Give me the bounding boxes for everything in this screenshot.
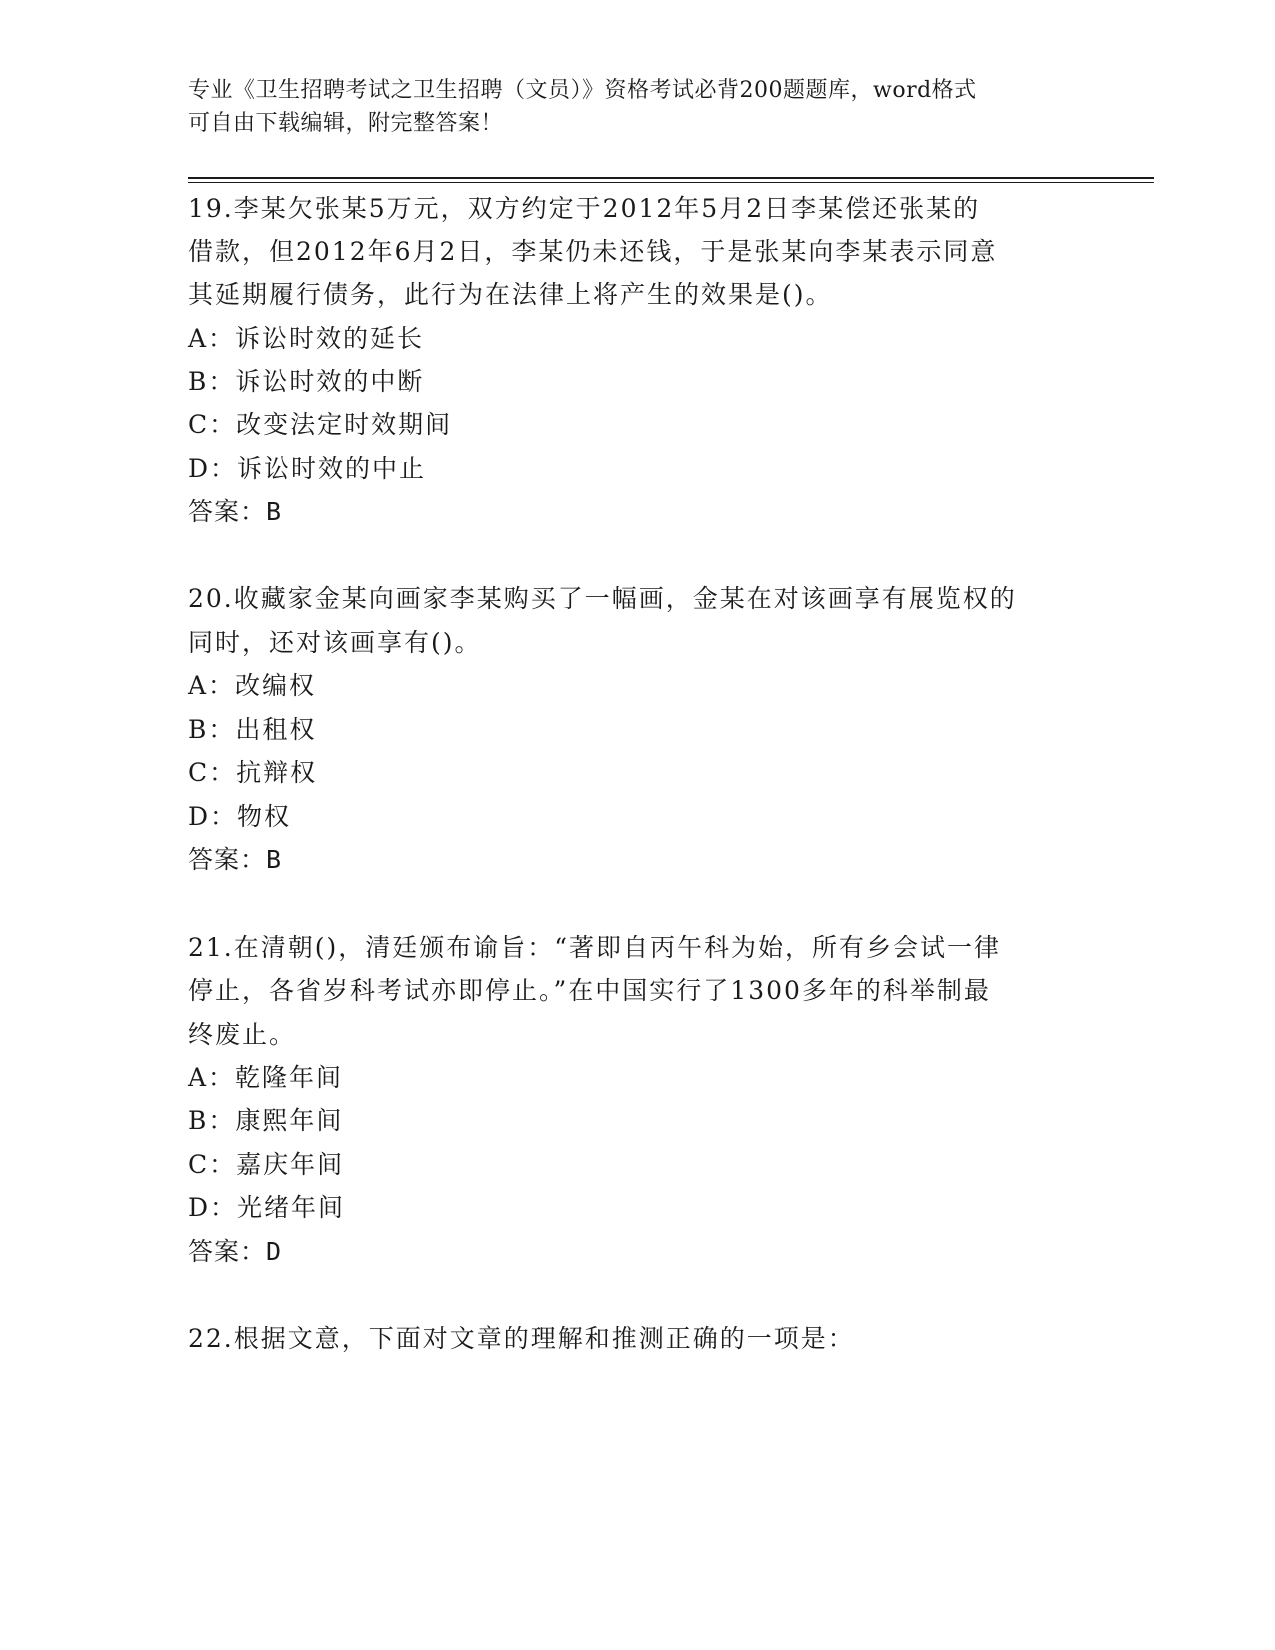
- answer-value: D: [266, 1237, 283, 1266]
- question-19-stem-line-1: 19.李某欠张某5万元，双方约定于2012年5月2日李某偿还张某的: [188, 194, 981, 223]
- header-divider-thick: [188, 177, 1154, 179]
- question-21-option-d: D：光绪年间: [188, 1193, 346, 1222]
- answer-value: B: [266, 845, 283, 874]
- document-header: [188, 74, 1068, 140]
- answer-label: 答案：: [188, 497, 267, 526]
- answer-label: 答案：: [188, 845, 267, 874]
- question-20-option-d: D：物权: [188, 802, 292, 831]
- question-20-option-b: B：出租权: [188, 715, 317, 744]
- question-21-stem-line-2: 停止，各省岁科考试亦即停止。”在中国实行了1300多年的科举制最: [188, 976, 991, 1005]
- question-19-stem-line-2: 借款，但2012年6月2日，李某仍未还钱，于是张某向李某表示同意: [188, 237, 998, 266]
- question-21-answer: [188, 1229, 282, 1275]
- question-19-answer: [188, 489, 282, 535]
- question-19-option-a: A：诉讼时效的延长: [188, 324, 425, 353]
- question-19-option-d: D：诉讼时效的中止: [188, 454, 427, 483]
- question-20-stem-line-2: 同时，还对该画享有()。: [188, 628, 482, 657]
- question-19-stem-line-3: 其延期履行债务，此行为在法律上将产生的效果是()。: [188, 280, 833, 309]
- question-20-option-c: C：抗辩权: [188, 758, 318, 787]
- question-21-option-a: A：乾隆年间: [188, 1063, 344, 1092]
- question-19-option-c: C：改变法定时效期间: [188, 410, 453, 439]
- answer-value: B: [266, 497, 283, 526]
- question-22-stem-line-1: 22.根据文意，下面对文章的理解和推测正确的一项是：: [188, 1324, 855, 1353]
- question-21-option-b: B：康熙年间: [188, 1106, 344, 1135]
- header-divider-thin: [188, 182, 1154, 183]
- question-21-stem-line-3: 终废止。: [188, 1020, 297, 1049]
- question-20-stem-line-1: 20.收藏家金某向画家李某购买了一幅画，金某在对该画享有展览权的: [188, 584, 1017, 613]
- question-20-option-a: A：改编权: [188, 671, 317, 700]
- header-line-2: 可自由下载编辑，附完整答案！: [188, 111, 504, 136]
- question-19-option-b: B：诉讼时效的中断: [188, 367, 425, 396]
- question-20-answer: [188, 837, 282, 883]
- question-21-stem-line-1: 21.在清朝()，清廷颁布谕旨：“著即自丙午科为始，所有乡会试一律: [188, 933, 1002, 962]
- question-21-option-c: C：嘉庆年间: [188, 1150, 345, 1179]
- answer-label: 答案：: [188, 1237, 267, 1266]
- header-line-1: 专业《卫生招聘考试之卫生招聘（文员）》资格考试必背200题题库，word格式: [188, 78, 977, 103]
